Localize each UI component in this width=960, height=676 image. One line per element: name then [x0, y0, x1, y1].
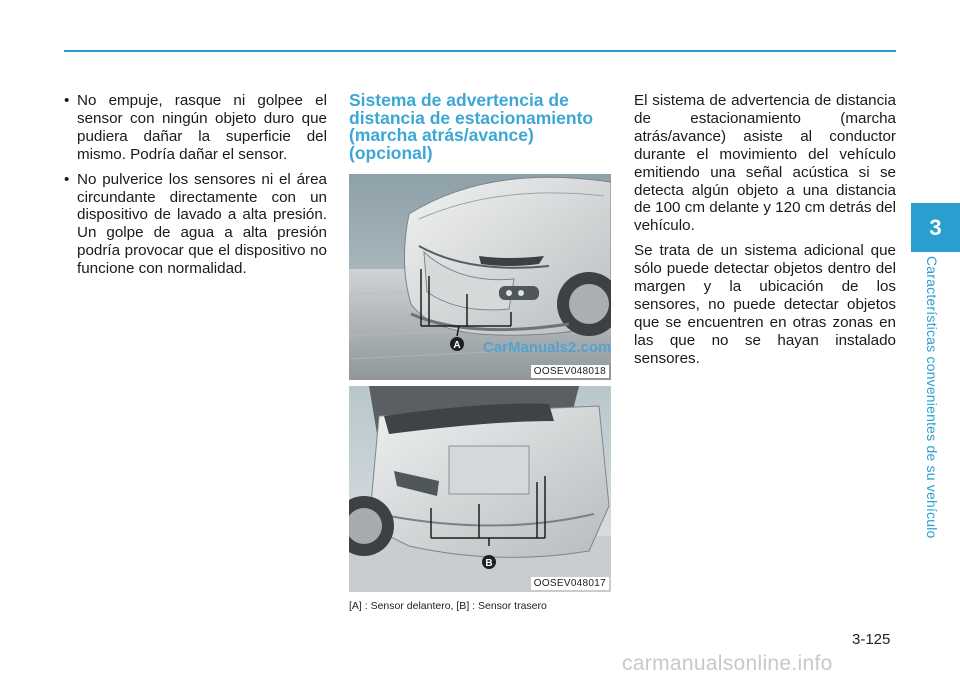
- chapter-tab: 3: [911, 203, 960, 252]
- rear-figure-code: OOSEV048017: [531, 577, 609, 590]
- list-item: • No empuje, rasque ni golpee el sensor con ningún objeto duro que pudiera dañar la superficie del mismo. Podría dañar el sensor.: [62, 92, 327, 164]
- front-sensor-marker: A: [453, 340, 461, 351]
- chapter-title: Características convenientes de su vehículo: [924, 256, 940, 539]
- rear-sensor-figure: [349, 386, 611, 592]
- list-item: • No pulverice los sensores ni el área circundante directamente con un dispositivo de lavado a alta presión. Un golpe de agua a alta presión podría provocar que el dispositivo no funcione con normalidad.: [62, 171, 327, 278]
- left-column: [62, 92, 327, 285]
- figure-caption: [A] : Sensor delantero, [B] : Sensor trasero: [349, 600, 547, 612]
- rear-sensor-marker: B: [485, 558, 493, 569]
- footer-watermark: carmanualsonline.info: [622, 652, 833, 675]
- front-figure-code: OOSEV048018: [531, 365, 609, 378]
- description-paragraph: El sistema de advertencia de distancia de estacionamiento (marcha atrás/avance) asiste al conductor durante el movimiento del vehículo emitiendo una señal acústica si se detecta algún objeto a una distancia de 100 cm delante y 120 cm detrás del vehículo.: [634, 92, 896, 235]
- page-number: 3-125: [852, 631, 891, 648]
- watermark: CarManuals2.com: [483, 339, 612, 356]
- header-rule: [64, 50, 896, 52]
- right-column: [634, 92, 896, 375]
- rear-car-illustration: [349, 386, 611, 592]
- description-paragraph: Se trata de un sistema adicional que sólo puede detectar objetos dentro del margen y la ubicación de los sensores, no puede detectar objetos que se encuentren en otras zonas en las que no se hayan instalado sensores.: [634, 242, 896, 367]
- section-title: Sistema de advertencia de distancia de estacionamiento (marcha atrás/avance) (opcional): [349, 90, 594, 163]
- warning-list: [62, 92, 327, 278]
